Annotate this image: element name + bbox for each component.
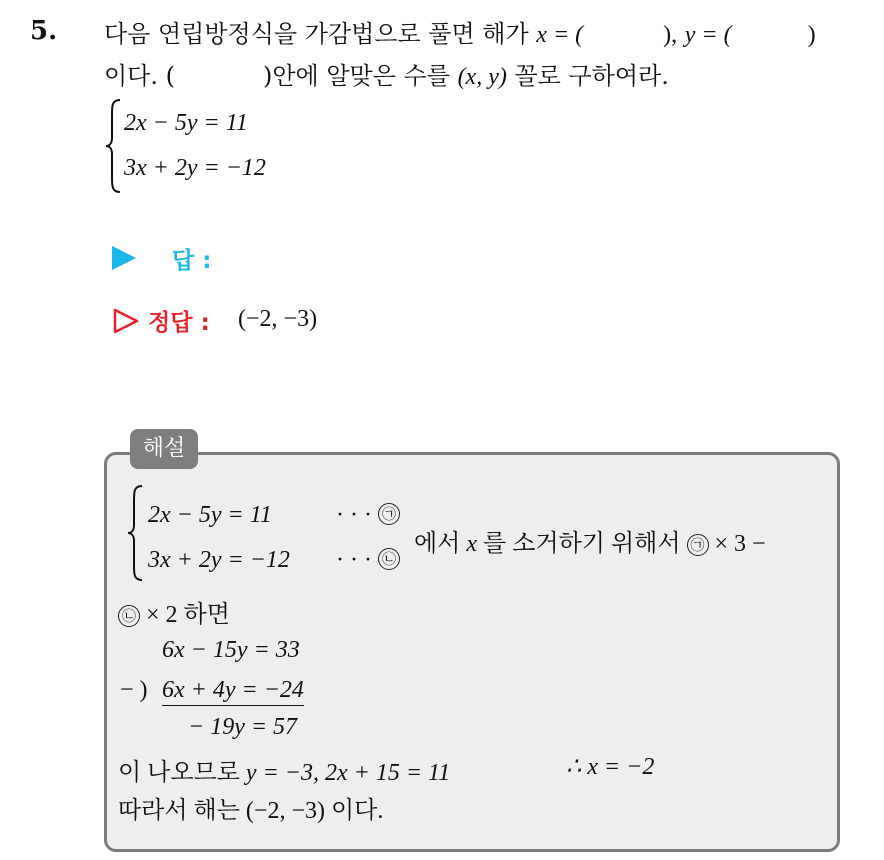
question-line-1 — [104, 14, 816, 49]
question-text-1: 다음 연립방정식을 가감법으로 풀면 해가 — [104, 20, 529, 48]
x-blank-close: ), — [663, 22, 678, 48]
question-text-2c: 꼴로 구하여라. — [514, 62, 669, 90]
answer-marker-icon — [112, 246, 136, 270]
x-blank-open: x = ( — [536, 22, 584, 48]
question-text-2a: 이다. ( — [104, 62, 175, 90]
final-answer-text: 따라서 해는 (−2, −3) 이다. — [118, 798, 384, 824]
system-equation-1: 2x − 5y = 11 — [124, 110, 248, 136]
label-2-icon — [378, 548, 400, 570]
times-three: × 3 − — [714, 531, 766, 557]
label-2-glyph: ㉡ — [378, 548, 400, 570]
xy-pair: (x, y) — [457, 64, 507, 90]
elimination-var: x — [466, 531, 478, 557]
system-equation-2: 3x + 2y = −12 — [124, 155, 266, 181]
system-brace — [104, 98, 122, 194]
calc-line-3: − 19y = 57 — [188, 714, 298, 740]
label-2-ref-icon: ㉡ — [118, 605, 140, 627]
calc-line-1: 6x − 15y = 33 — [162, 637, 300, 663]
solution-dots-1: · · · — [336, 502, 372, 528]
elimination-text-b: 를 소거하기 위해서 — [483, 531, 681, 557]
y-blank-open: y = ( — [684, 22, 732, 48]
label-1-icon — [378, 503, 400, 525]
therefore-text: ∴ x = −2 — [566, 754, 655, 780]
label-1-ref-icon: ㉠ — [687, 534, 709, 556]
calc-operator: − ) — [120, 677, 148, 703]
question-line-2 — [104, 56, 669, 91]
solution-equation-2: 3x + 2y = −12 — [148, 547, 290, 573]
correct-answer-marker-icon — [112, 307, 140, 335]
solution-brace — [126, 484, 144, 582]
result-text-a: 이 나오므로 — [118, 760, 240, 786]
times-two-text: × 2 하면 — [146, 602, 230, 628]
solution-dots-2: · · · — [336, 547, 372, 573]
y-blank-close: ) — [807, 22, 816, 48]
result-line — [118, 752, 450, 787]
elimination-text-a: 에서 — [414, 531, 461, 557]
solution-tab: 해설 — [130, 429, 198, 469]
times-two-line — [118, 594, 230, 629]
calc-line-2: 6x + 4y = −24 — [162, 677, 304, 706]
question-text-2b: )안에 알맞은 수를 — [263, 62, 450, 90]
question-number: 5. — [30, 16, 58, 46]
answer-label: 답 : — [172, 248, 212, 274]
correct-answer-label: 정답 : — [148, 310, 210, 336]
correct-answer-value: (−2, −3) — [238, 306, 318, 332]
solution-equation-1: 2x − 5y = 11 — [148, 502, 272, 528]
result-text-b: y = −3, 2x + 15 = 11 — [245, 760, 451, 786]
elimination-text — [414, 523, 766, 558]
label-1-glyph: ㉠ — [378, 503, 400, 525]
